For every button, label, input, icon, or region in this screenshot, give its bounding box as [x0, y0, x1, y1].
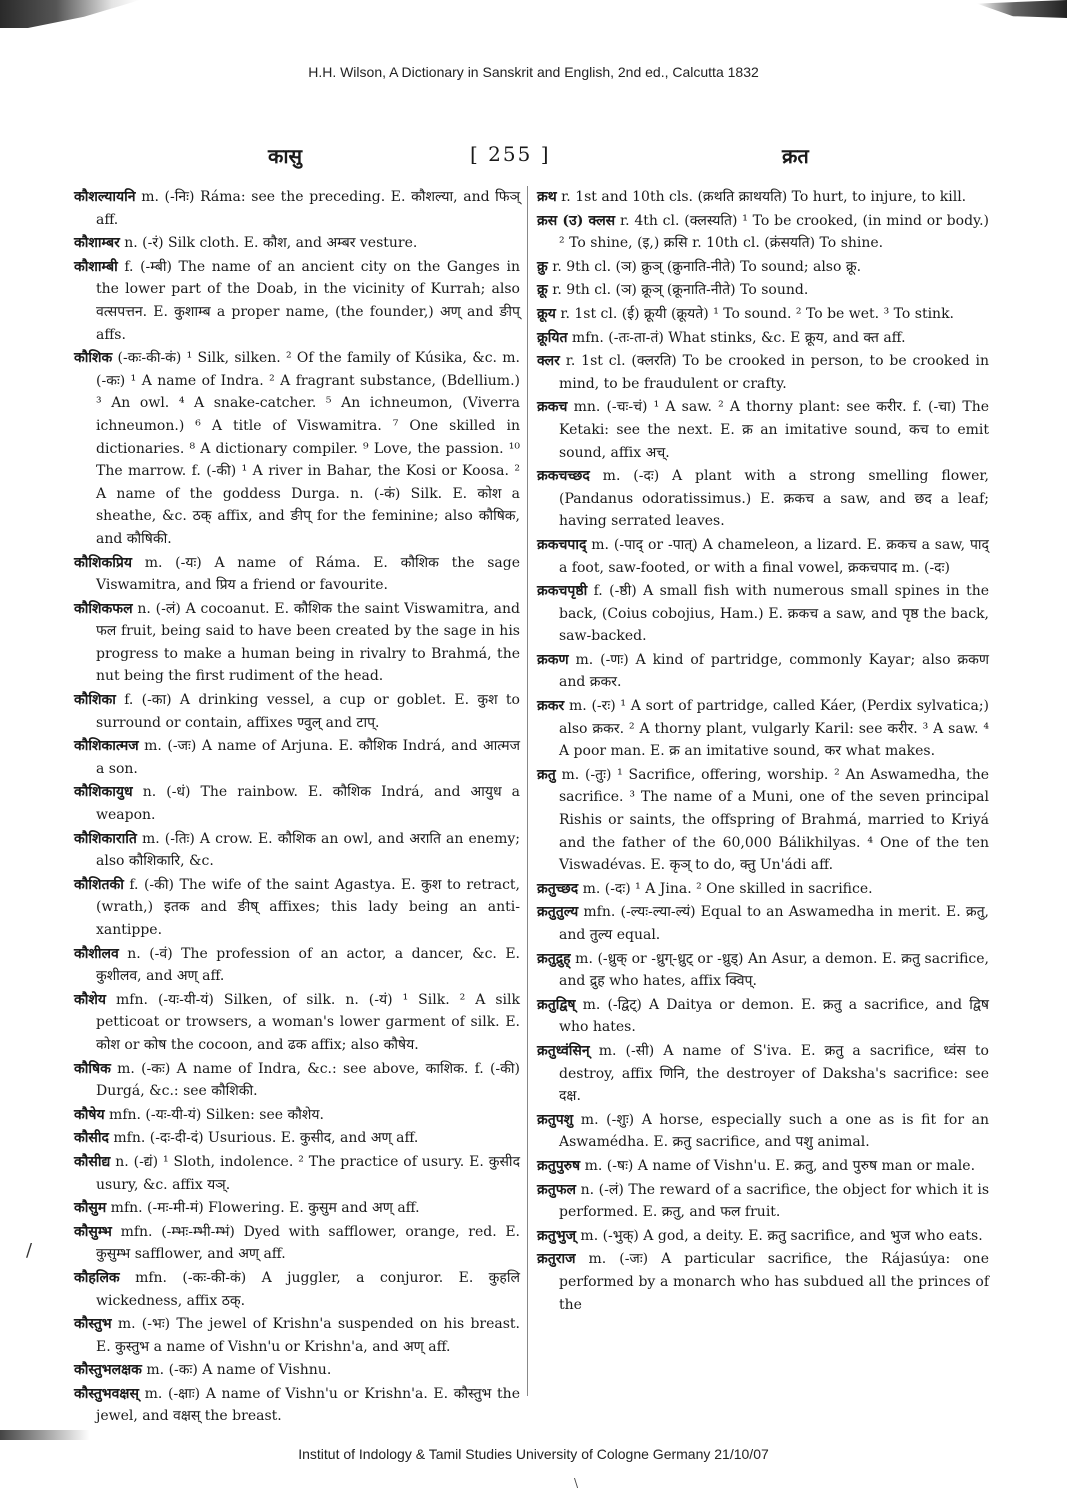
- dictionary-entry: [74, 186, 520, 231]
- entry-headword: कौशाम्बर: [74, 235, 120, 252]
- entry-headword: क्रतुफल: [537, 1181, 577, 1198]
- entry-definition: m. (-जः) A name of Arjuna. E. कौशिक Indrá, and आत्मज a son.: [96, 738, 520, 777]
- entry-definition: n. (-द्यं) ¹ Sloth, indolence. ² The practice of usury. E. कुसीद usury, &c. affix यञ्.: [96, 1153, 520, 1193]
- dictionary-entry: [74, 1151, 520, 1196]
- entry-definition: m. (-तिः) A crow. E. कौशिक an owl, and अराति an enemy; also कौशिकारि, &c.: [96, 830, 520, 870]
- entry-definition: m. (-द्विट्) A Daitya or demon. E. क्रतु a sacrifice, and द्विष who hates.: [559, 996, 989, 1036]
- entry-headword: कौशिकात्मज: [74, 738, 139, 755]
- entry-definition: r. 4th cl. (क्लस्यति) ¹ To be crooked, (in mind or body.) ² To shine, (इ,) क्रसि r. 10th cl. (क्रंसयति) To shine.: [559, 212, 989, 252]
- entry-definition: mfn. (-कः-की-कं) A juggler, a conjuror. E. कुहलि wickedness, affix ठक्.: [96, 1269, 520, 1309]
- entry-headword: क्रकचच्छद: [537, 468, 590, 485]
- dictionary-entry: [74, 943, 520, 988]
- entry-definition: r. 9th cl. (ञ) क्रुञ् (क्रुनाति-नीते) To sound; also क्रू.: [547, 258, 862, 275]
- page-number: [ 255 ]: [470, 142, 551, 166]
- entry-headword: क्रतुच्छद: [537, 880, 579, 897]
- entry-definition: mfn. (-तः-ता-तं) What stinks, &c. E क्रूय, and क्त aff.: [567, 329, 906, 346]
- entry-definition: m. (-पाद् or -पात्) A chameleon, a lizard. E. क्रकच a saw, पाद् a foot, saw-footed, or with a final vowel, क्रकचपाद m. (-दः): [559, 536, 989, 576]
- entry-headword: कौशितकी: [74, 876, 124, 893]
- entry-headword: कौशाम्बी: [74, 258, 118, 275]
- dictionary-entry: [74, 1359, 520, 1382]
- entry-headword: क्रतुद्विष्: [537, 996, 576, 1013]
- entry-headword: क्रू: [537, 282, 548, 299]
- dictionary-entry: [537, 1179, 989, 1224]
- dictionary-entry: [537, 1040, 989, 1108]
- running-head: [0, 142, 1067, 172]
- entry-headword: क्रतुपशु: [537, 1111, 574, 1128]
- dictionary-entry: [537, 465, 989, 533]
- entry-headword: क्रूयित: [537, 329, 568, 346]
- entry-headword: कौसुम: [74, 1200, 107, 1217]
- dictionary-entry: [74, 874, 520, 942]
- left-column: [74, 186, 520, 1425]
- entry-headword: कौस्तुभवक्षस्: [74, 1385, 139, 1402]
- entry-headword: क्रतुपुरुष: [537, 1157, 581, 1174]
- dictionary-entry: [537, 649, 989, 694]
- entry-headword: क्रकर: [537, 698, 565, 715]
- entry-definition: mfn. (-दः-दी-दं) Usurious. E. कुसीद, and अण् aff.: [108, 1130, 419, 1147]
- dictionary-entry: [74, 1058, 520, 1103]
- entry-headword: क्लर: [537, 353, 560, 370]
- running-head-right-word: क्रत: [782, 144, 809, 168]
- dictionary-entry: [74, 1383, 520, 1428]
- entry-definition: m. (-शुः) A horse, especially such a one as is fit for an Aswamédha. E. क्रतु sacrifice, and पशु animal.: [559, 1111, 989, 1151]
- entry-headword: क्रस (उ) क्लस: [537, 212, 616, 229]
- entry-definition: r. 1st cl. (ई) क्रूयी (क्रूयते) ¹ To sound. ² To be wet. ³ To stink.: [555, 305, 955, 322]
- entry-headword: कौशिकाराति: [74, 830, 137, 847]
- right-column: [537, 186, 989, 1406]
- entry-headword: कौशिका: [74, 692, 116, 709]
- entry-headword: क्रकच: [537, 399, 568, 416]
- entry-definition: m. (-षः) A name of Vishn'u. E. क्रतु, and पुरुष man or male.: [580, 1157, 976, 1174]
- dictionary-entry: [537, 279, 989, 302]
- dictionary-entry: [537, 256, 989, 279]
- entry-headword: क्रतुद्रुह्: [537, 950, 571, 967]
- entry-definition: m. (-रः) ¹ A sort of partridge, called Káer, (Perdix sylvatica;) also क्रकर. ² A thorny plant, vulgarly Karil: see करीर. ³ A saw. ⁴ A poor man. E. क्र an imitative sound, कर what makes.: [559, 698, 989, 760]
- dictionary-entry: [74, 828, 520, 873]
- dictionary-entry: [74, 1313, 520, 1358]
- dictionary-entry: [537, 534, 989, 579]
- dictionary-entry: [74, 735, 520, 780]
- entry-definition: mn. (-चः-चं) ¹ A saw. ² A thorny plant: see करीर. f. (-चा) The Ketaki: see the next. E. क्र an imitative sound, कच to emit sound, affix अच्.: [559, 399, 989, 461]
- entry-headword: कौषिक: [74, 1060, 111, 1077]
- entry-headword: क्रूय: [537, 305, 556, 322]
- dictionary-entry: [537, 948, 989, 993]
- entry-definition: m. (-निः) Ráma: see the preceding. E. कौशल्या, and फिञ् aff.: [96, 189, 520, 228]
- running-head-left-word: कासु: [268, 144, 303, 168]
- institution-footer: Institut of Indology & Tamil Studies University of Cologne Germany 21/10/07: [298, 1446, 769, 1462]
- dictionary-entry: [74, 598, 520, 688]
- dictionary-entry: [74, 1127, 520, 1150]
- dictionary-entry: [74, 256, 520, 346]
- dictionary-entry: [537, 580, 989, 648]
- column-divider: [527, 186, 528, 1396]
- entry-headword: कौशिक: [74, 350, 113, 367]
- entry-definition: m. (-जः) A particular sacrifice, the Rájasúya: one performed by a monarch who has subdued all the princes of the: [559, 1251, 989, 1313]
- dictionary-entry: [537, 186, 989, 209]
- dictionary-entry: [537, 396, 989, 464]
- entry-headword: क्रतु: [537, 766, 556, 783]
- entry-definition: n. (-लं) A cocoanut. E. कौशिक the saint Viswamitra, and फल fruit, being said to have been created by the sage in his progress to make a human being in rivalry to Brahmá, the nut being the first rudiment of the head.: [96, 600, 520, 685]
- scan-shadow-top-left: [0, 0, 140, 28]
- dictionary-entry: [74, 989, 520, 1057]
- dictionary-entry: [537, 994, 989, 1039]
- citation-header: H.H. Wilson, A Dictionary in Sanskrit and English, 2nd ed., Calcutta 1832: [308, 64, 759, 80]
- entry-definition: m. (-ध्रुक् or -ध्रुग्-ध्रुट् or -ध्रुड्) An Asur, a demon. E. क्रतु sacrifice, and द्रुह who hates, affix क्विप्.: [559, 950, 989, 990]
- entry-definition: m. (-यः) A name of Ráma. E. कौशिक the sage Viswamitra, and प्रिय a friend or favourite.: [96, 554, 520, 594]
- entry-headword: क्रतुध्वंसिन्: [537, 1042, 590, 1059]
- entry-definition: mfn. (-मः-मी-मं) Flowering. E. कुसुम and अण् aff.: [106, 1200, 420, 1217]
- dictionary-entry: [74, 781, 520, 826]
- entry-definition: f. (-की) The wife of the saint Agastya. E. कुश to retract, (wrath,) इतक and ङीष् affixes; this lady being an anti-xantippe.: [96, 876, 520, 938]
- dictionary-entry: [74, 552, 520, 597]
- entry-definition: m. (-कः) A name of Vishnu.: [141, 1362, 332, 1379]
- entry-headword: कौहलिक: [74, 1269, 120, 1286]
- entry-headword: क्रतुभुज्: [537, 1227, 576, 1244]
- dictionary-entry: [74, 1267, 520, 1312]
- entry-definition: m. (-तुः) ¹ Sacrifice, offering, worship. ² An Aswamedha, the sacrifice. ³ The name of a Muni, one of the seven principal Rishis or saints, the offspring of Brahmá, married to Kriyá and the father of the 60,000 Bálikhilyas. ⁴ One of the ten Viswadévas. E. कृञ् to do, क्तु Un'ádi aff.: [555, 766, 989, 874]
- entry-definition: f. (-म्बी) The name of an ancient city on the Ganges in the lower part of the Doab, in the vicinity of Kurrah; also वत्सपत्तन. E. कुशाम्ब a proper name, (the founder,) अण् and ङीप् affs.: [96, 258, 520, 343]
- entry-definition: m. (-क्षाः) A name of Vishn'u or Krishn'a. E. कौस्तुभ the jewel, and वक्षस् the breast.: [96, 1385, 520, 1425]
- dictionary-entry: [74, 232, 520, 255]
- entry-headword: कौसीद: [74, 1130, 109, 1147]
- entry-definition: m. (-भुक्) A god, a deity. E. क्रतु sacrifice, and भुज who eats.: [575, 1227, 983, 1244]
- entry-definition: mfn. (-ल्यः-ल्या-ल्यं) Equal to an Aswamedha in merit. E. क्रतु, and तुल्य equal.: [559, 904, 989, 943]
- dictionary-entry: [537, 901, 989, 946]
- entry-definition: r. 1st cl. (क्लरति) To be crooked in person, to be crooked in mind, to be fraudulent or crafty.: [559, 353, 989, 392]
- entry-headword: क्रकचपाद्: [537, 536, 587, 553]
- entry-definition: m. (-सी) A name of S'iva. E. क्रतु a sacrifice, ध्वंस to destroy, affix णिनि, the destroyer of Daksha's sacrifice: see दक्ष.: [559, 1042, 989, 1105]
- entry-headword: क्रथ: [537, 189, 557, 205]
- dictionary-entry: [537, 878, 989, 901]
- entry-headword: कौशिकायुध: [74, 784, 133, 801]
- dictionary-entry: [74, 1221, 520, 1266]
- entry-definition: m. (-भः) The jewel of Krishn'a suspended on his breast. E. कुस्तुभ a name of Vishn'u or Krishn'a, and अण् aff.: [96, 1316, 520, 1355]
- margin-pencil-mark: /: [26, 1240, 33, 1261]
- dictionary-entry: [537, 210, 989, 255]
- dictionary-entry: [537, 327, 989, 350]
- entry-headword: क्रकण: [537, 651, 569, 668]
- entry-headword: कौशिकफल: [74, 600, 133, 617]
- entry-headword: कौसीद्य: [74, 1153, 111, 1170]
- dictionary-entry: [537, 1109, 989, 1154]
- entry-headword: कौशिकप्रिय: [74, 554, 132, 571]
- entry-definition: n. (-धं) The rainbow. E. कौशिक Indrá, and आयुध a weapon.: [96, 784, 520, 824]
- entry-definition: n. (-लं) The reward of a sacrifice, the object for which it is performed. E. क्रतु, and फल fruit.: [559, 1181, 989, 1221]
- entry-definition: r. 9th cl. (ञ) क्रूञ् (क्रूनाति-नीते) To sound.: [547, 282, 809, 299]
- scan-shadow-top-right: [977, 0, 1067, 18]
- entry-headword: क्रकचपृष्ठी: [537, 583, 588, 600]
- entry-definition: m. (-कः) A name of Indra, &c.: see above, काशिक. f. (-की) Durgá, &c.: see कौशिकी.: [96, 1060, 520, 1100]
- entry-definition: r. 1st and 10th cls. (क्रथति क्राथयति) To hurt, to injure, to kill.: [556, 189, 967, 205]
- dictionary-entry: [74, 1197, 520, 1220]
- dictionary-entry: [537, 303, 989, 326]
- entry-definition: f. (-ष्ठी) A small fish with numerous small spines in the back, (Coius cobojius, Ham.) E. क्रकच a saw, and पृष्ठ the back, saw-backed.: [559, 583, 989, 645]
- entry-definition: (-कः-की-कं) ¹ Silk, silken. ² Of the family of Kúsika, &c. m. (-कः) ¹ A name of Indra. ² A fragrant substance, (Bdellium.) ³ An owl. ⁴ A snake-catcher. ⁵ An ichneumon, (Viverra ichneumon.) ⁶ A title of Viswamitra. ⁷ One skilled in dictionaries. ⁸ A dictionary compiler. ⁹ Love, the passion. ¹⁰ The marrow. f. (-की) ¹ A river in Bahar, the Kosi or Koosa. ² A name of the goddess Durga. n. (-कं) Silk. E. कोश a sheathe, &c. ठक् affix, and ङीप् for the feminine; also कौषिक, and कौषिकी.: [96, 350, 520, 547]
- entry-definition: mfn. (-यः-यी-यं) Silken, of silk. n. (-यं) ¹ Silk. ² A silk petticoat or trowsers, a woman's lower garment of silk. E. कोश or कोष the cocoon, and ढक affix; also कौषेय.: [96, 991, 520, 1053]
- dictionary-entry: [74, 347, 520, 550]
- dictionary-entry: [537, 764, 989, 877]
- entry-headword: क्रतुतुल्य: [537, 904, 579, 921]
- entry-definition: f. (-का) A drinking vessel, a cup or goblet. E. कुश to surround or contain, affixes ण्वुल् and टाप्.: [96, 692, 520, 731]
- entry-definition: m. (-णः) A kind of partridge, commonly Kayar; also क्रकण and क्रकर.: [559, 651, 989, 691]
- entry-definition: n. (-रं) Silk cloth. E. कौश, and अम्बर vesture.: [119, 235, 418, 252]
- dictionary-entry: [74, 1104, 520, 1127]
- scan-shadow-bottom-left: [0, 1430, 90, 1440]
- dictionary-entry: [74, 689, 520, 734]
- entry-headword: क्रु: [537, 258, 548, 275]
- entry-definition: mfn. (-यः-यी-यं) Silken: see कौशेय.: [104, 1106, 324, 1123]
- dictionary-entry: [537, 1155, 989, 1178]
- entry-definition: n. (-वं) The profession of an actor, a dancer, &c. E. कुशीलव, and अण् aff.: [96, 945, 520, 985]
- entry-headword: क्रतुराज: [537, 1251, 576, 1268]
- entry-headword: कौषेय: [74, 1106, 105, 1123]
- dictionary-entry: [537, 1248, 989, 1316]
- entry-headword: कौस्तुभ: [74, 1316, 112, 1333]
- entry-definition: m. (-दः) A plant with a strong smelling flower, (Pandanus odoratissimus.) E. क्रकच a saw, and छद a leaf; having serrated leaves.: [559, 468, 989, 530]
- entry-headword: कौशेय: [74, 991, 107, 1008]
- entry-definition: m. (-दः) ¹ A Jina. ² One skilled in sacrifice.: [578, 880, 873, 897]
- entry-definition: mfn. (-म्भः-म्भी-म्भं) Dyed with safflower, orange, red. E. कुसुम्भ safflower, and अण् aff.: [96, 1223, 520, 1263]
- dictionary-entry: [537, 695, 989, 763]
- dictionary-entry: [537, 1225, 989, 1248]
- entry-headword: कौस्तुभलक्षक: [74, 1362, 142, 1379]
- entry-headword: कौशल्यायनि: [74, 189, 136, 205]
- entry-headword: कौशीलव: [74, 945, 119, 962]
- dictionary-entry: [537, 350, 989, 395]
- bottom-tick-mark: \: [574, 1476, 579, 1490]
- entry-headword: कौसुम्भ: [74, 1223, 112, 1240]
